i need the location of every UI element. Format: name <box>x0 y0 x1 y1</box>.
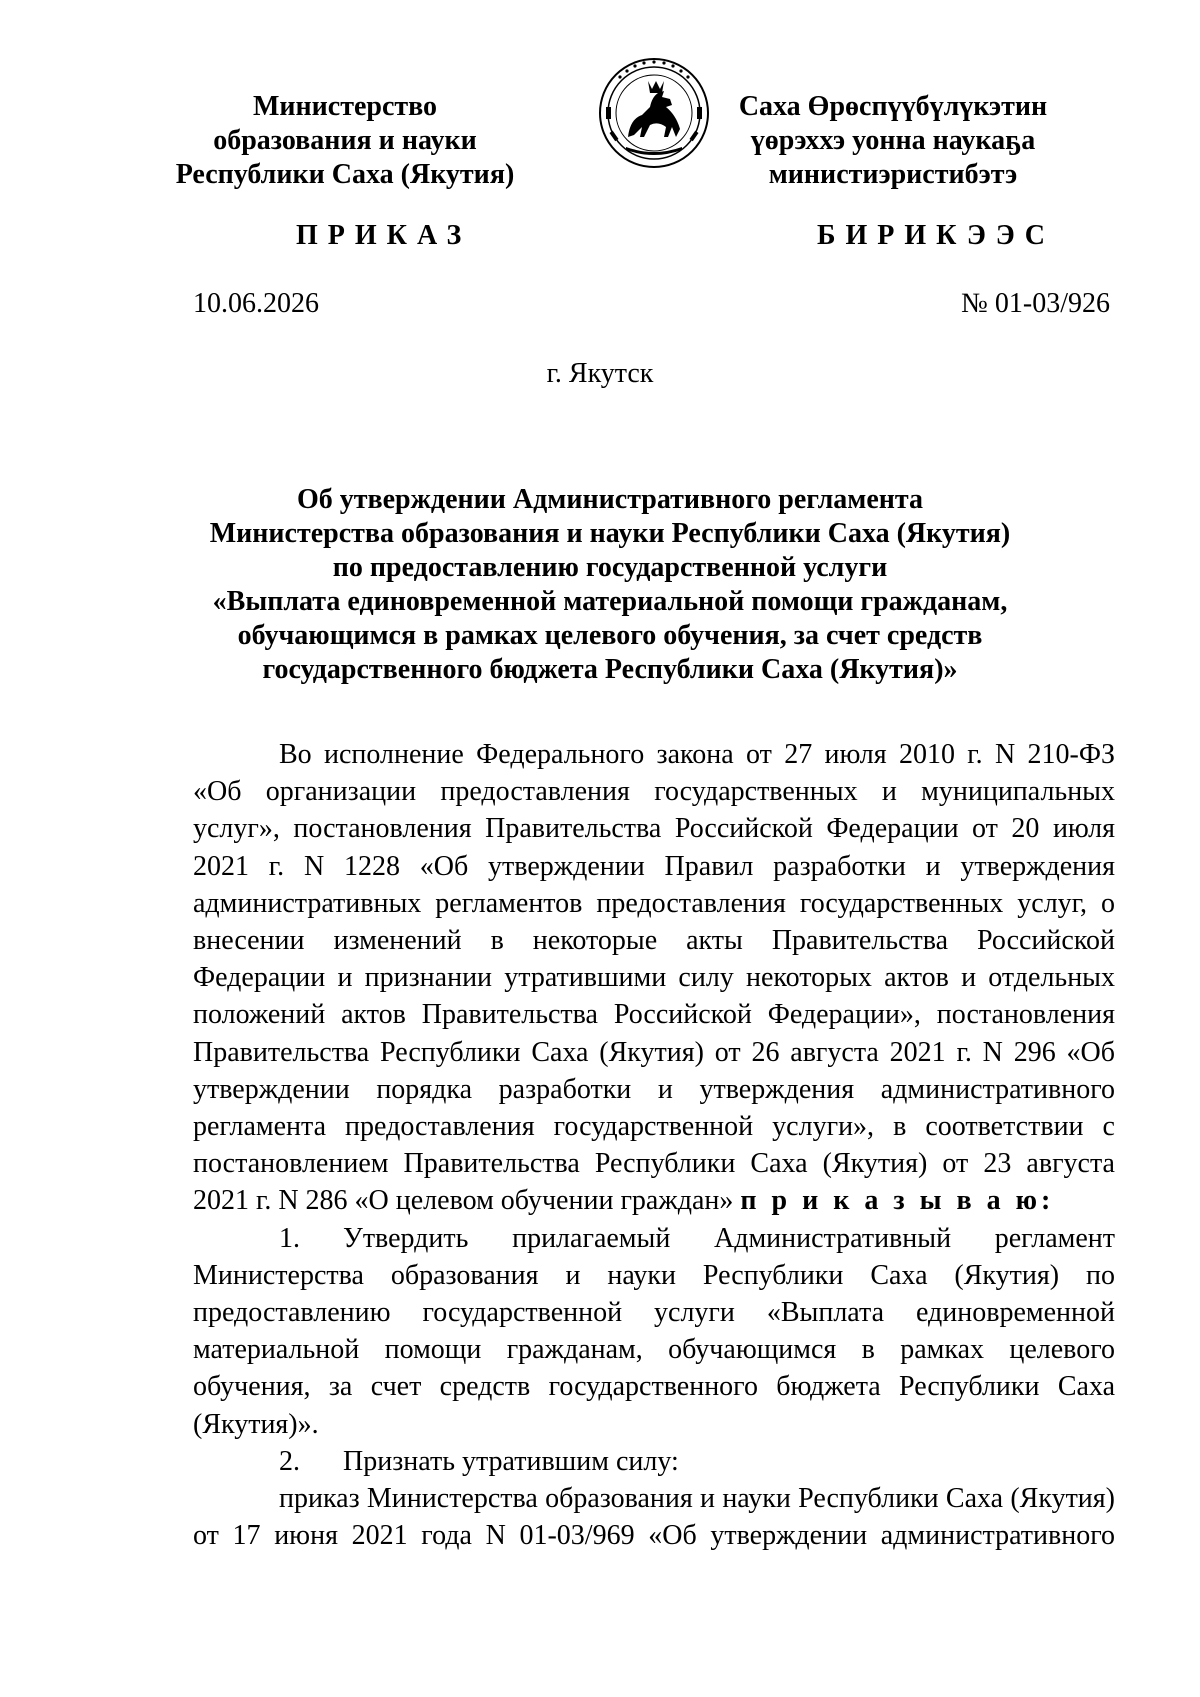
ministry-name-ru-line: Министерство <box>252 91 438 122</box>
ministry-name-ru <box>170 90 520 192</box>
title-line: Об утверждении Административного регламента <box>296 484 924 515</box>
title-line: «Выплата единовременной материальной помощи гражданам, <box>212 586 1008 617</box>
order-city: г. Якутск <box>546 358 654 389</box>
item-1-text: Утвердить прилагаемый Административный регламент Министерства образования и науки Республики Саха (Якутия) по предоставлению государственной услуги «Выплата единовременной материальной помощи гражданам, обучающимся в рамках целевого обучения, за счет средств государственного бюджета Республики Саха (Якутия)». <box>193 1222 1115 1440</box>
preamble-text: Во исполнение Федерального закона от 27 июля 2010 г. N 210-ФЗ «Об организации предоставления государственных и муниципальных услуг», постановления Правительства Российской Федерации от 20 июля 2021 г. N 1228 «Об утверждении Правил разработки и утверждения административных регламентов предоставления государственных услуг, о внесении изменений в некоторые акты Правительства Российской Федерации и признании утратившими силу некоторых актов и отдельных положений актов Правительства Российской Федерации», постановления Правительства Республики Саха (Якутия) от 26 августа 2021 г. N 296 «Об утверждении порядка разработки и утверждения административного регламента предоставления государственной услуги», в соответствии с постановлением Правительства Республики Саха (Якутия) от 23 августа 2021 г. N 286 «О целевом обучении граждан» <box>193 739 1115 1217</box>
ministry-name-ru-line: Республики Саха (Якутия) <box>175 159 515 190</box>
ministry-name-sah-line: үөрэххэ уонна наукаҕа <box>750 125 1036 156</box>
repealed-order-paragraph: приказ Министерства образования и науки Республики Саха (Якутия) от 17 июня 2021 года N 01-03/969 «Об утверждении административного <box>193 1483 1115 1552</box>
ministry-name-sah <box>718 90 1068 192</box>
item-1-number: 1. <box>279 1222 300 1254</box>
order-date: 10.06.2026 <box>193 288 319 319</box>
order-word-ru: ПРИКАЗ <box>296 220 472 251</box>
preamble-paragraph <box>193 736 1115 1220</box>
item-2-number: 2. <box>279 1445 300 1477</box>
order-verb: п р и к а з ы в а ю: <box>740 1185 1055 1217</box>
order-word-sah: БИРИКЭЭС <box>817 220 1056 251</box>
ministry-name-sah-line: министиэристибэтэ <box>768 159 1018 190</box>
title-line: обучающимся в рамках целевого обучения, за счет средств <box>237 620 983 651</box>
order-number: № 01-03/926 <box>961 288 1110 319</box>
document-title <box>150 483 1070 687</box>
coat-of-arms-emblem-icon <box>598 57 710 169</box>
item-2-text: Признать утратившим силу: <box>343 1445 679 1477</box>
document-body <box>193 736 1115 1554</box>
ministry-name-ru-line: образования и науки <box>213 125 477 156</box>
title-line: Министерства образования и науки Республики Саха (Якутия) <box>209 518 1011 549</box>
item-2-paragraph <box>193 1443 1115 1480</box>
title-line: государственного бюджета Республики Саха (Якутия)» <box>262 654 958 685</box>
title-line: по предоставлению государственной услуги <box>332 552 888 583</box>
item-1-paragraph <box>193 1220 1115 1443</box>
ministry-name-sah-line: Саха Өрөспүүбүлүкэтин <box>738 91 1048 122</box>
